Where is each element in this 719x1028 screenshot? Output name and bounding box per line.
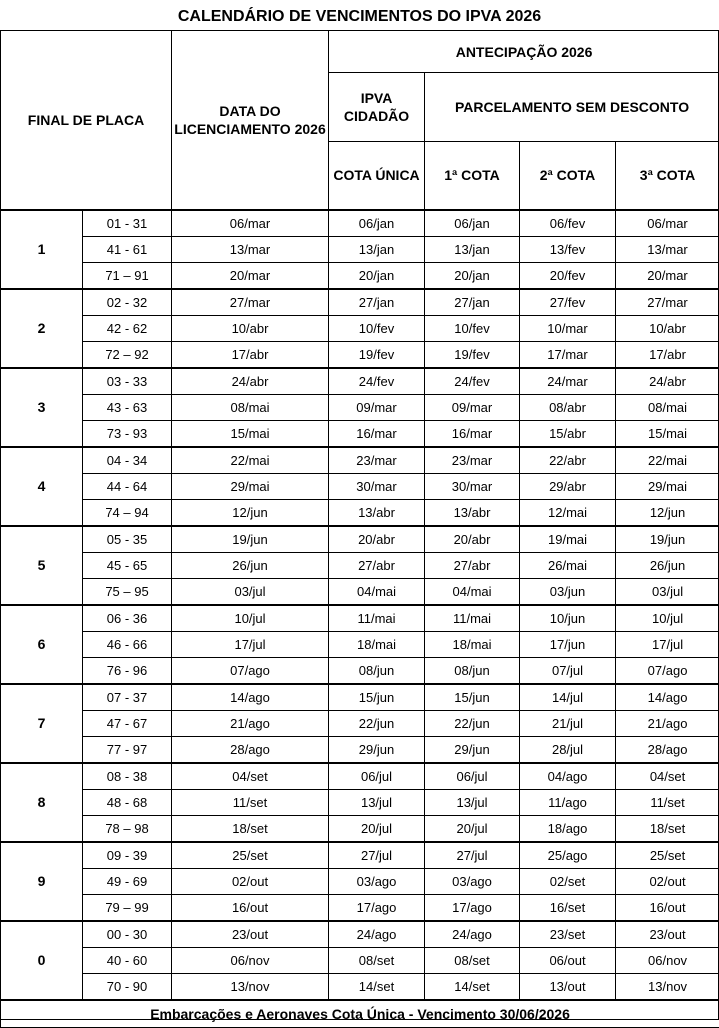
final-placa-digit: 6 — [1, 605, 83, 684]
table-row — [1, 789, 719, 815]
table-row — [1, 473, 719, 499]
cota-unica-date: 08/set — [329, 947, 425, 973]
cota-3-date: 29/mai — [616, 473, 719, 499]
plate-range: 78 – 98 — [83, 815, 172, 842]
ipva-calendar-table — [0, 30, 719, 1028]
header-data-licenciamento: DATA DO LICENCIAMENTO 2026 — [172, 31, 329, 210]
cota-3-date: 15/mai — [616, 420, 719, 447]
cota-3-date: 26/jun — [616, 552, 719, 578]
plate-range: 42 - 62 — [83, 315, 172, 341]
table-row — [1, 499, 719, 526]
cota-unica-date: 13/abr — [329, 499, 425, 526]
final-placa-digit: 3 — [1, 368, 83, 447]
cota-1-date: 11/mai — [425, 605, 520, 632]
table-row — [1, 605, 719, 632]
cota-2-date: 07/jul — [520, 657, 616, 684]
cota-1-date: 24/fev — [425, 368, 520, 395]
cota-1-date: 08/set — [425, 947, 520, 973]
cota-2-date: 24/mar — [520, 368, 616, 395]
cota-2-date: 29/abr — [520, 473, 616, 499]
table-row — [1, 552, 719, 578]
table-row — [1, 842, 719, 869]
licenciamento-date: 06/nov — [172, 947, 329, 973]
cota-2-date: 06/out — [520, 947, 616, 973]
licenciamento-date: 29/mai — [172, 473, 329, 499]
cota-unica-date: 17/ago — [329, 894, 425, 921]
plate-range: 01 - 31 — [83, 210, 172, 237]
cota-2-date: 18/ago — [520, 815, 616, 842]
licenciamento-date: 23/out — [172, 921, 329, 948]
cota-3-date: 17/jul — [616, 631, 719, 657]
cota-1-date: 09/mar — [425, 394, 520, 420]
table-row — [1, 420, 719, 447]
cota-3-date: 24/abr — [616, 368, 719, 395]
cota-unica-date: 20/abr — [329, 526, 425, 553]
table-row — [1, 815, 719, 842]
cota-2-date: 10/jun — [520, 605, 616, 632]
header-cota-1: 1ª COTA — [425, 142, 520, 210]
cota-2-date: 17/mar — [520, 341, 616, 368]
cota-3-date: 04/set — [616, 763, 719, 790]
calendar-body — [1, 210, 719, 1000]
plate-range: 74 – 94 — [83, 499, 172, 526]
table-row — [1, 315, 719, 341]
table-row — [1, 631, 719, 657]
plate-range: 49 - 69 — [83, 868, 172, 894]
table-row — [1, 657, 719, 684]
plate-range: 71 – 91 — [83, 262, 172, 289]
cota-unica-date: 13/jul — [329, 789, 425, 815]
cota-3-date: 12/jun — [616, 499, 719, 526]
cota-1-date: 20/jul — [425, 815, 520, 842]
licenciamento-date: 22/mai — [172, 447, 329, 474]
final-placa-digit: 5 — [1, 526, 83, 605]
cota-1-date: 19/fev — [425, 341, 520, 368]
page-title: CALENDÁRIO DE VENCIMENTOS DO IPVA 2026 — [0, 6, 719, 28]
plate-range: 77 - 97 — [83, 736, 172, 763]
table-row — [1, 763, 719, 790]
cota-1-date: 20/abr — [425, 526, 520, 553]
cota-3-date: 18/set — [616, 815, 719, 842]
cota-3-date: 14/ago — [616, 684, 719, 711]
cota-1-date: 06/jan — [425, 210, 520, 237]
cota-2-date: 14/jul — [520, 684, 616, 711]
header-antecipacao: ANTECIPAÇÃO 2026 — [329, 31, 719, 73]
cota-unica-date: 22/jun — [329, 710, 425, 736]
licenciamento-date: 21/ago — [172, 710, 329, 736]
header-final-placa: FINAL DE PLACA — [1, 31, 172, 210]
cota-unica-date: 27/abr — [329, 552, 425, 578]
licenciamento-date: 19/jun — [172, 526, 329, 553]
licenciamento-date: 08/mai — [172, 394, 329, 420]
table-row — [1, 868, 719, 894]
header-cota-2: 2ª COTA — [520, 142, 616, 210]
plate-range: 76 - 96 — [83, 657, 172, 684]
cota-1-date: 27/abr — [425, 552, 520, 578]
cota-2-date: 03/jun — [520, 578, 616, 605]
final-placa-digit: 4 — [1, 447, 83, 526]
table-row — [1, 394, 719, 420]
cota-1-date: 13/abr — [425, 499, 520, 526]
cota-3-date: 28/ago — [616, 736, 719, 763]
cota-unica-date: 15/jun — [329, 684, 425, 711]
plate-range: 04 - 34 — [83, 447, 172, 474]
cota-unica-date: 06/jul — [329, 763, 425, 790]
cota-3-date: 21/ago — [616, 710, 719, 736]
cota-unica-date: 03/ago — [329, 868, 425, 894]
cota-unica-date: 29/jun — [329, 736, 425, 763]
table-row — [1, 578, 719, 605]
cota-2-date: 26/mai — [520, 552, 616, 578]
final-placa-digit: 8 — [1, 763, 83, 842]
plate-range: 02 - 32 — [83, 289, 172, 316]
licenciamento-date: 04/set — [172, 763, 329, 790]
header-cota-unica: COTA ÚNICA — [329, 142, 425, 210]
cota-2-date: 06/fev — [520, 210, 616, 237]
licenciamento-date: 17/abr — [172, 341, 329, 368]
cota-1-date: 03/ago — [425, 868, 520, 894]
header-parcelamento: PARCELAMENTO SEM DESCONTO — [425, 73, 719, 142]
licenciamento-date: 18/set — [172, 815, 329, 842]
plate-range: 08 - 38 — [83, 763, 172, 790]
final-placa-digit: 2 — [1, 289, 83, 368]
table-row — [1, 447, 719, 474]
cota-unica-date: 13/jan — [329, 236, 425, 262]
licenciamento-date: 17/jul — [172, 631, 329, 657]
licenciamento-date: 15/mai — [172, 420, 329, 447]
cota-1-date: 29/jun — [425, 736, 520, 763]
cota-3-date: 06/nov — [616, 947, 719, 973]
cota-1-date: 04/mai — [425, 578, 520, 605]
table-row — [1, 262, 719, 289]
plate-range: 46 - 66 — [83, 631, 172, 657]
table-row — [1, 526, 719, 553]
cota-unica-date: 24/fev — [329, 368, 425, 395]
cota-1-date: 22/jun — [425, 710, 520, 736]
cota-2-date: 13/fev — [520, 236, 616, 262]
table-row — [1, 684, 719, 711]
final-placa-digit: 1 — [1, 210, 83, 289]
licenciamento-date: 12/jun — [172, 499, 329, 526]
cota-2-date: 13/out — [520, 973, 616, 1000]
cota-3-date: 13/nov — [616, 973, 719, 1000]
cota-3-date: 27/mar — [616, 289, 719, 316]
cota-2-date: 23/set — [520, 921, 616, 948]
cota-3-date: 17/abr — [616, 341, 719, 368]
licenciamento-date: 03/jul — [172, 578, 329, 605]
cota-1-date: 17/ago — [425, 894, 520, 921]
licenciamento-date: 02/out — [172, 868, 329, 894]
plate-range: 48 - 68 — [83, 789, 172, 815]
cota-3-date: 11/set — [616, 789, 719, 815]
plate-range: 09 - 39 — [83, 842, 172, 869]
cota-2-date: 10/mar — [520, 315, 616, 341]
cota-1-date: 10/fev — [425, 315, 520, 341]
cota-3-date: 16/out — [616, 894, 719, 921]
licenciamento-date: 20/mar — [172, 262, 329, 289]
plate-range: 43 - 63 — [83, 394, 172, 420]
table-row — [1, 736, 719, 763]
plate-range: 75 – 95 — [83, 578, 172, 605]
cota-1-date: 16/mar — [425, 420, 520, 447]
cota-3-date: 06/mar — [616, 210, 719, 237]
cota-unica-date: 23/mar — [329, 447, 425, 474]
plate-range: 40 - 60 — [83, 947, 172, 973]
licenciamento-date: 16/out — [172, 894, 329, 921]
table-row — [1, 973, 719, 1000]
cota-2-date: 11/ago — [520, 789, 616, 815]
cota-2-date: 12/mai — [520, 499, 616, 526]
cota-1-date: 20/jan — [425, 262, 520, 289]
cota-3-date: 25/set — [616, 842, 719, 869]
cota-2-date: 28/jul — [520, 736, 616, 763]
cota-1-date: 27/jul — [425, 842, 520, 869]
licenciamento-date: 07/ago — [172, 657, 329, 684]
cota-2-date: 04/ago — [520, 763, 616, 790]
table-row — [1, 341, 719, 368]
cota-3-date: 13/mar — [616, 236, 719, 262]
cota-3-date: 23/out — [616, 921, 719, 948]
cota-unica-date: 24/ago — [329, 921, 425, 948]
table-row — [1, 710, 719, 736]
cota-2-date: 22/abr — [520, 447, 616, 474]
cota-1-date: 15/jun — [425, 684, 520, 711]
licenciamento-date: 25/set — [172, 842, 329, 869]
cota-1-date: 08/jun — [425, 657, 520, 684]
cota-unica-date: 11/mai — [329, 605, 425, 632]
cota-3-date: 03/jul — [616, 578, 719, 605]
licenciamento-date: 26/jun — [172, 552, 329, 578]
cota-unica-date: 14/set — [329, 973, 425, 1000]
cota-3-date: 10/abr — [616, 315, 719, 341]
cota-3-date: 10/jul — [616, 605, 719, 632]
header-cota-3: 3ª COTA — [616, 142, 719, 210]
table-row — [1, 236, 719, 262]
cota-2-date: 17/jun — [520, 631, 616, 657]
table-row — [1, 947, 719, 973]
plate-range: 03 - 33 — [83, 368, 172, 395]
plate-range: 41 - 61 — [83, 236, 172, 262]
plate-range: 47 - 67 — [83, 710, 172, 736]
cota-2-date: 19/mai — [520, 526, 616, 553]
cota-2-date: 16/set — [520, 894, 616, 921]
cota-2-date: 25/ago — [520, 842, 616, 869]
plate-range: 45 - 65 — [83, 552, 172, 578]
cota-1-date: 24/ago — [425, 921, 520, 948]
licenciamento-date: 06/mar — [172, 210, 329, 237]
header-ipva-cidadao: IPVA CIDADÃO — [329, 73, 425, 142]
cota-1-date: 30/mar — [425, 473, 520, 499]
final-placa-digit: 9 — [1, 842, 83, 921]
licenciamento-date: 13/nov — [172, 973, 329, 1000]
cota-unica-date: 30/mar — [329, 473, 425, 499]
cota-unica-date: 08/jun — [329, 657, 425, 684]
licenciamento-date: 10/jul — [172, 605, 329, 632]
cota-unica-date: 20/jul — [329, 815, 425, 842]
licenciamento-date: 27/mar — [172, 289, 329, 316]
plate-range: 44 - 64 — [83, 473, 172, 499]
cota-unica-date: 06/jan — [329, 210, 425, 237]
cota-1-date: 18/mai — [425, 631, 520, 657]
cota-1-date: 13/jan — [425, 236, 520, 262]
plate-range: 70 - 90 — [83, 973, 172, 1000]
plate-range: 06 - 36 — [83, 605, 172, 632]
plate-range: 72 – 92 — [83, 341, 172, 368]
cota-1-date: 14/set — [425, 973, 520, 1000]
plate-range: 73 - 93 — [83, 420, 172, 447]
table-row — [1, 289, 719, 316]
cota-3-date: 02/out — [616, 868, 719, 894]
licenciamento-date: 24/abr — [172, 368, 329, 395]
licenciamento-date: 11/set — [172, 789, 329, 815]
licenciamento-date: 13/mar — [172, 236, 329, 262]
cota-unica-date: 09/mar — [329, 394, 425, 420]
table-row — [1, 210, 719, 237]
licenciamento-date: 10/abr — [172, 315, 329, 341]
table-row — [1, 921, 719, 948]
cota-unica-date: 27/jul — [329, 842, 425, 869]
plate-range: 07 - 37 — [83, 684, 172, 711]
table-row — [1, 368, 719, 395]
cota-2-date: 08/abr — [520, 394, 616, 420]
footer-note: Embarcações e Aeronaves Cota Única - Vencimento 30/06/2026 — [1, 1000, 719, 1028]
plate-range: 79 – 99 — [83, 894, 172, 921]
cota-2-date: 21/jul — [520, 710, 616, 736]
cota-3-date: 07/ago — [616, 657, 719, 684]
cota-unica-date: 16/mar — [329, 420, 425, 447]
cota-3-date: 22/mai — [616, 447, 719, 474]
cota-unica-date: 18/mai — [329, 631, 425, 657]
cota-2-date: 15/abr — [520, 420, 616, 447]
cota-1-date: 06/jul — [425, 763, 520, 790]
cota-unica-date: 27/jan — [329, 289, 425, 316]
cota-3-date: 08/mai — [616, 394, 719, 420]
cota-unica-date: 20/jan — [329, 262, 425, 289]
cota-2-date: 20/fev — [520, 262, 616, 289]
final-placa-digit: 0 — [1, 921, 83, 1000]
cota-1-date: 23/mar — [425, 447, 520, 474]
cota-2-date: 02/set — [520, 868, 616, 894]
cota-2-date: 27/fev — [520, 289, 616, 316]
cota-1-date: 27/jan — [425, 289, 520, 316]
plate-range: 00 - 30 — [83, 921, 172, 948]
cota-unica-date: 10/fev — [329, 315, 425, 341]
licenciamento-date: 28/ago — [172, 736, 329, 763]
final-placa-digit: 7 — [1, 684, 83, 763]
plate-range: 05 - 35 — [83, 526, 172, 553]
cota-3-date: 19/jun — [616, 526, 719, 553]
cota-3-date: 20/mar — [616, 262, 719, 289]
licenciamento-date: 14/ago — [172, 684, 329, 711]
cota-1-date: 13/jul — [425, 789, 520, 815]
cota-unica-date: 04/mai — [329, 578, 425, 605]
table-row — [1, 894, 719, 921]
cota-unica-date: 19/fev — [329, 341, 425, 368]
